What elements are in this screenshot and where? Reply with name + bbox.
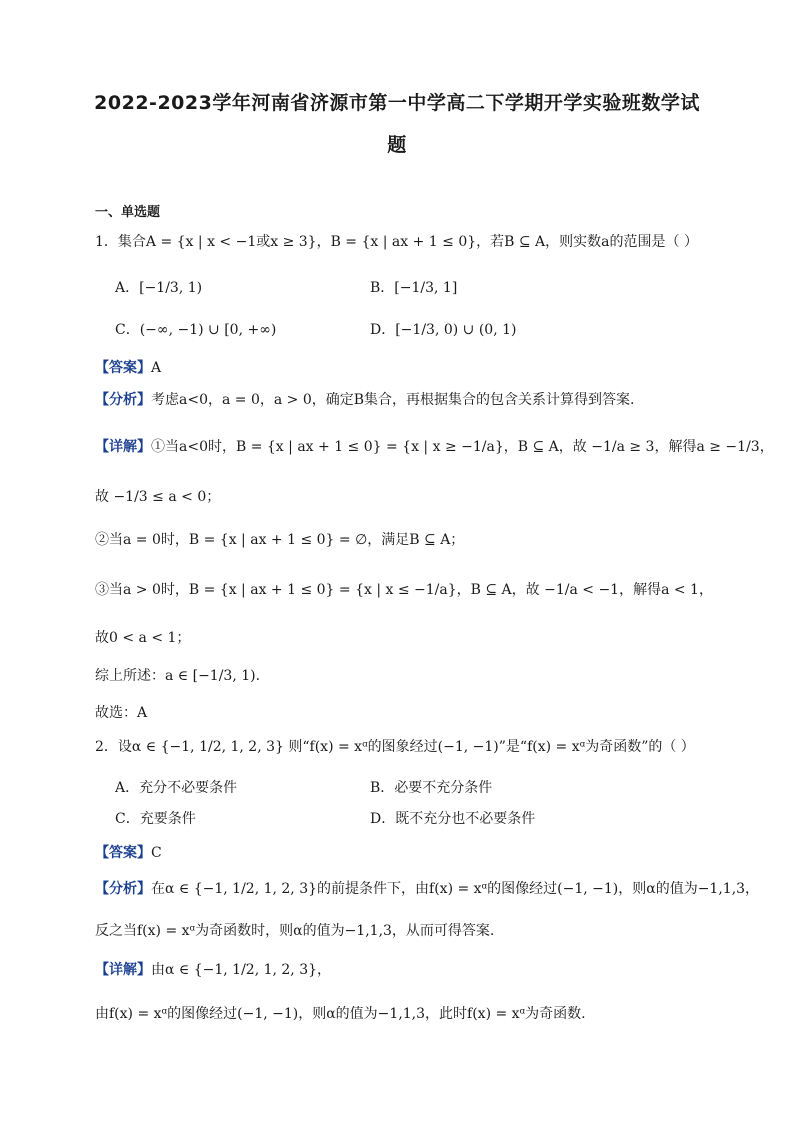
q1-detail-6: 综上所述：a ∈ [−1/3, 1). [95, 668, 261, 684]
q2-option-d: D．既不充分也不必要条件 [370, 811, 536, 827]
detail-tag: 【详解】 [95, 439, 151, 455]
q2-option-a: A．充分不必要条件 [115, 780, 238, 796]
analysis-text: 考虑a<0，a = 0，a > 0，确定B集合，再根据集合的包含关系计算得到答案. [151, 392, 635, 408]
q1-detail-1 [95, 437, 774, 457]
q1-detail-2: 故 −1/3 ≤ a < 0； [95, 489, 221, 505]
q2-analysis-1 [95, 879, 759, 899]
q1-answer [95, 358, 161, 378]
analysis-text: 在α ∈ {−1, 1/2, 1, 2, 3}的前提条件下，由f(x) = xᵅ的图像经过(−1, −1)，则α的值为−1,1,3， [151, 881, 760, 897]
answer-value: C [151, 845, 162, 861]
q1-option-a: A．[−1/3, 1) [115, 280, 203, 296]
q2-detail-2: 由f(x) = xᵅ的图像经过(−1, −1)，则α的值为−1,1,3，此时f(x) = xᵅ为奇函数. [95, 1006, 586, 1022]
q1-option-b: B．[−1/3, 1] [370, 280, 458, 296]
q2-detail-1 [95, 960, 331, 980]
q1-option-c: C．(−∞, −1) ∪ [0, +∞) [115, 322, 277, 338]
q1-detail-5: 故0 < a < 1； [95, 630, 191, 646]
detail-text: 由α ∈ {−1, 1/2, 1, 2, 3}， [151, 962, 332, 978]
q1-detail-4: ③当a > 0时，B = {x | ax + 1 ≤ 0} = {x | x ≤ −1/a}，B ⊆ A，故 −1/a < −1，解得a < 1， [95, 582, 713, 598]
q2-option-b: B．必要不充分条件 [370, 780, 493, 796]
q1-analysis [95, 390, 635, 410]
q2-option-c: C．充要条件 [115, 811, 196, 827]
section-heading: 一、单选题 [95, 205, 161, 220]
q2-analysis-2: 反之当f(x) = xᵅ为奇函数时，则α的值为−1,1,3，从而可得答案. [95, 923, 495, 939]
q1-detail-7: 故选：A [95, 705, 148, 721]
document-title-line2: 题 [387, 134, 407, 156]
answer-tag: 【答案】 [95, 845, 151, 861]
answer-value: A [151, 360, 162, 376]
q2-stem: 2．设α ∈ {−1, 1/2, 1, 2, 3} 则“f(x) = xᵅ的图象经过(−1, −1)”是“f(x) = xᵅ为奇函数”的（ ） [95, 739, 695, 755]
analysis-tag: 【分析】 [95, 881, 151, 897]
q1-option-d: D．[−1/3, 0) ∪ (0, 1) [370, 322, 517, 338]
detail-text: ①当a<0时，B = {x | ax + 1 ≤ 0} = {x | x ≥ −1/a}，B ⊆ A，故 −1/a ≥ 3，解得a ≥ −1/3， [151, 439, 774, 455]
answer-tag: 【答案】 [95, 360, 151, 376]
q2-answer [95, 843, 162, 863]
q1-stem: 1．集合A = {x | x < −1或x ≥ 3}，B = {x | ax + 1 ≤ 0}，若B ⊆ A，则实数a的范围是（ ） [95, 234, 698, 250]
q1-detail-3: ②当a = 0时，B = {x | ax + 1 ≤ 0} = ∅，满足B ⊆ A； [95, 532, 465, 548]
document-title-line1: 2022-2023学年河南省济源市第一中学高二下学期开学实验班数学试 [94, 92, 700, 114]
detail-tag: 【详解】 [95, 962, 151, 978]
analysis-tag: 【分析】 [95, 392, 151, 408]
